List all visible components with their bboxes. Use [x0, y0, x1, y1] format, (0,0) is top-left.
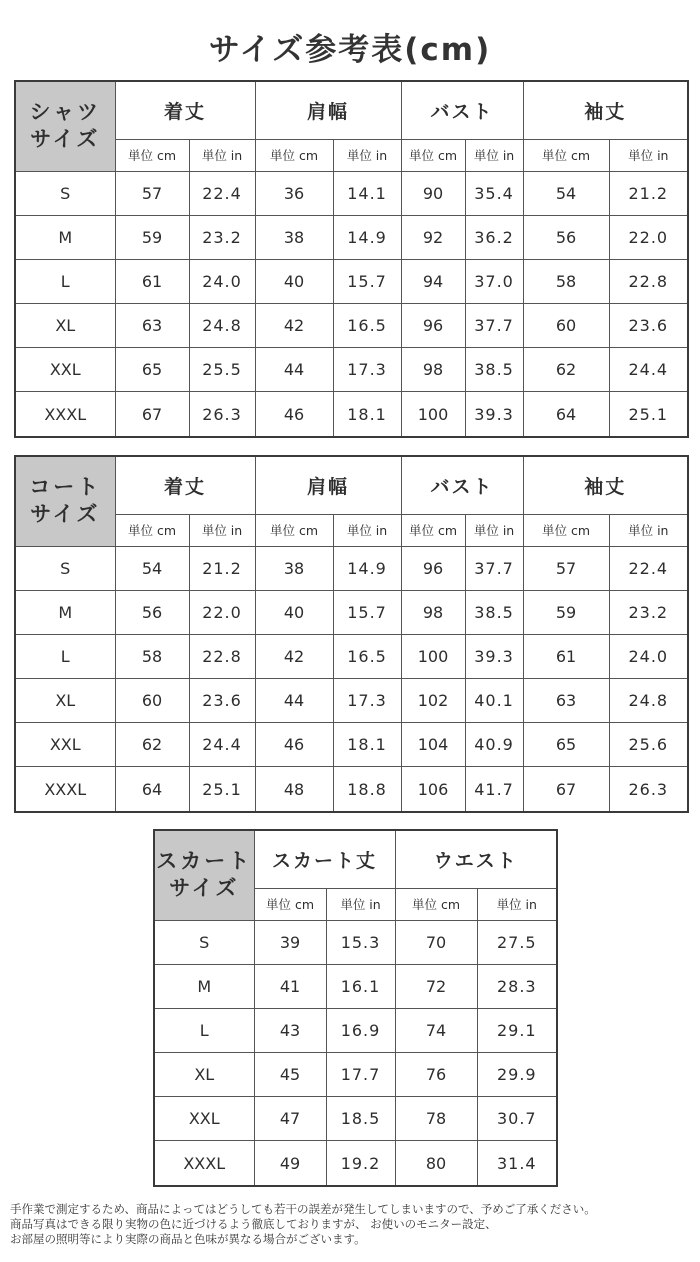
value-cell: 29.1 [477, 1008, 557, 1052]
value-cell: 60 [115, 678, 189, 722]
value-cell: 40 [255, 259, 333, 303]
unit-in-label: 単位 in [609, 139, 688, 171]
value-cell: 37.0 [465, 259, 523, 303]
value-cell: 46 [255, 392, 333, 437]
column-header: 着丈 [115, 456, 255, 514]
header-row [154, 830, 557, 888]
value-cell: 92 [401, 215, 465, 259]
value-cell: 18.5 [326, 1097, 395, 1141]
unit-cm-label: 単位 cm [254, 888, 326, 920]
table-row [154, 964, 557, 1008]
value-cell: 23.2 [609, 590, 688, 634]
size-label: XL [15, 303, 115, 347]
column-header: バスト [401, 456, 523, 514]
unit-cm-label: 単位 cm [401, 514, 465, 546]
unit-in-label: 単位 in [189, 514, 255, 546]
value-cell: 100 [401, 634, 465, 678]
size-label: XL [154, 1052, 254, 1096]
size-label: L [15, 634, 115, 678]
value-cell: 94 [401, 259, 465, 303]
unit-cm-label: 単位 cm [115, 139, 189, 171]
column-header: 袖丈 [523, 81, 688, 139]
value-cell: 29.9 [477, 1052, 557, 1096]
value-cell: 102 [401, 678, 465, 722]
value-cell: 22.8 [189, 634, 255, 678]
value-cell: 65 [523, 723, 609, 767]
unit-in-label: 単位 in [609, 514, 688, 546]
unit-in-label: 単位 in [333, 139, 401, 171]
value-cell: 22.4 [189, 171, 255, 215]
value-cell: 65 [115, 348, 189, 392]
value-cell: 36.2 [465, 215, 523, 259]
value-cell: 42 [255, 303, 333, 347]
unit-cm-label: 単位 cm [115, 514, 189, 546]
table-row [15, 767, 688, 812]
size-label: XXXL [154, 1141, 254, 1186]
table-row [15, 546, 688, 590]
column-header: 肩幅 [255, 81, 401, 139]
value-cell: 57 [115, 171, 189, 215]
value-cell: 41.7 [465, 767, 523, 812]
value-cell: 15.7 [333, 590, 401, 634]
value-cell: 24.0 [609, 634, 688, 678]
value-cell: 38 [255, 215, 333, 259]
value-cell: 15.3 [326, 920, 395, 964]
value-cell: 18.1 [333, 392, 401, 437]
value-cell: 17.3 [333, 678, 401, 722]
value-cell: 24.8 [609, 678, 688, 722]
value-cell: 57 [523, 546, 609, 590]
table-row [15, 348, 688, 392]
value-cell: 100 [401, 392, 465, 437]
value-cell: 22.8 [609, 259, 688, 303]
size-label: M [15, 590, 115, 634]
value-cell: 48 [255, 767, 333, 812]
value-cell: 72 [395, 964, 477, 1008]
table-row [15, 303, 688, 347]
unit-in-label: 単位 in [326, 888, 395, 920]
value-cell: 98 [401, 348, 465, 392]
value-cell: 64 [523, 392, 609, 437]
value-cell: 60 [523, 303, 609, 347]
table-row [15, 171, 688, 215]
table-row [154, 1097, 557, 1141]
value-cell: 61 [523, 634, 609, 678]
value-cell: 30.7 [477, 1097, 557, 1141]
table-row [15, 634, 688, 678]
value-cell: 80 [395, 1141, 477, 1186]
value-cell: 90 [401, 171, 465, 215]
footnote [10, 1202, 695, 1247]
size-label: XL [15, 678, 115, 722]
size-label: S [15, 171, 115, 215]
size-label: M [154, 964, 254, 1008]
value-cell: 22.4 [609, 546, 688, 590]
value-cell: 64 [115, 767, 189, 812]
value-cell: 67 [523, 767, 609, 812]
value-cell: 18.8 [333, 767, 401, 812]
unit-in-label: 単位 in [189, 139, 255, 171]
value-cell: 63 [115, 303, 189, 347]
value-cell: 26.3 [189, 392, 255, 437]
value-cell: 54 [115, 546, 189, 590]
table-row [154, 1052, 557, 1096]
value-cell: 17.7 [326, 1052, 395, 1096]
value-cell: 61 [115, 259, 189, 303]
unit-cm-label: 単位 cm [255, 139, 333, 171]
header-row [15, 456, 688, 514]
value-cell: 14.9 [333, 546, 401, 590]
value-cell: 39.3 [465, 392, 523, 437]
size-label: XXL [154, 1097, 254, 1141]
value-cell: 96 [401, 546, 465, 590]
corner-label: コート [29, 475, 102, 500]
unit-cm-label: 単位 cm [401, 139, 465, 171]
unit-in-label: 単位 in [465, 139, 523, 171]
unit-row [15, 139, 688, 171]
size-label: L [15, 259, 115, 303]
value-cell: 23.6 [609, 303, 688, 347]
value-cell: 19.2 [326, 1141, 395, 1186]
value-cell: 104 [401, 723, 465, 767]
table-row [15, 723, 688, 767]
value-cell: 76 [395, 1052, 477, 1096]
value-cell: 59 [523, 590, 609, 634]
column-header: スカート丈 [254, 830, 395, 888]
unit-cm-label: 単位 cm [395, 888, 477, 920]
value-cell: 98 [401, 590, 465, 634]
value-cell: 46 [255, 723, 333, 767]
table-row [15, 678, 688, 722]
unit-row [15, 514, 688, 546]
value-cell: 18.1 [333, 723, 401, 767]
corner-label: サイズ [30, 127, 101, 152]
value-cell: 41 [254, 964, 326, 1008]
value-cell: 35.4 [465, 171, 523, 215]
column-header: バスト [401, 81, 523, 139]
value-cell: 96 [401, 303, 465, 347]
value-cell: 23.2 [189, 215, 255, 259]
value-cell: 24.4 [189, 723, 255, 767]
table-row [154, 920, 557, 964]
value-cell: 38.5 [465, 590, 523, 634]
value-cell: 43 [254, 1008, 326, 1052]
value-cell: 27.5 [477, 920, 557, 964]
table-row [15, 215, 688, 259]
value-cell: 70 [395, 920, 477, 964]
unit-cm-label: 単位 cm [523, 139, 609, 171]
value-cell: 74 [395, 1008, 477, 1052]
value-cell: 63 [523, 678, 609, 722]
page-title: サイズ参考表(cm) [208, 32, 492, 68]
value-cell: 37.7 [465, 546, 523, 590]
size-label: XXXL [15, 767, 115, 812]
size-label: S [154, 920, 254, 964]
value-cell: 14.9 [333, 215, 401, 259]
column-header: 着丈 [115, 81, 255, 139]
shirt-size-table [14, 80, 689, 438]
value-cell: 62 [115, 723, 189, 767]
value-cell: 40.9 [465, 723, 523, 767]
value-cell: 44 [255, 678, 333, 722]
coat-size-table [14, 455, 689, 813]
value-cell: 40 [255, 590, 333, 634]
column-header: 袖丈 [523, 456, 688, 514]
value-cell: 28.3 [477, 964, 557, 1008]
value-cell: 39.3 [465, 634, 523, 678]
skirt-size-table [153, 829, 558, 1187]
value-cell: 22.0 [189, 590, 255, 634]
unit-cm-label: 単位 cm [523, 514, 609, 546]
value-cell: 47 [254, 1097, 326, 1141]
unit-in-label: 単位 in [477, 888, 557, 920]
corner-cell [15, 81, 115, 171]
value-cell: 25.6 [609, 723, 688, 767]
corner-label: シャツ [29, 100, 102, 125]
value-cell: 58 [115, 634, 189, 678]
value-cell: 17.3 [333, 348, 401, 392]
footnote-line: お部屋の照明等により実際の商品と色味が異なる場合がございます。 [10, 1232, 366, 1246]
size-label: L [154, 1008, 254, 1052]
value-cell: 56 [523, 215, 609, 259]
value-cell: 22.0 [609, 215, 688, 259]
value-cell: 39 [254, 920, 326, 964]
footnote-line: 商品写真はできる限り実物の色に近づけるよう徹底しておりますが、 お使いのモニター設定、 [10, 1217, 497, 1231]
value-cell: 67 [115, 392, 189, 437]
value-cell: 25.1 [189, 767, 255, 812]
value-cell: 42 [255, 634, 333, 678]
value-cell: 16.1 [326, 964, 395, 1008]
unit-cm-label: 単位 cm [255, 514, 333, 546]
value-cell: 45 [254, 1052, 326, 1096]
value-cell: 21.2 [609, 171, 688, 215]
value-cell: 40.1 [465, 678, 523, 722]
corner-cell [154, 830, 254, 920]
size-label: XXL [15, 723, 115, 767]
value-cell: 25.5 [189, 348, 255, 392]
corner-cell [15, 456, 115, 546]
value-cell: 24.0 [189, 259, 255, 303]
size-label: XXL [15, 348, 115, 392]
value-cell: 62 [523, 348, 609, 392]
footnote-line: 手作業で測定するため、商品によってはどうしても若干の誤差が発生してしまいますので、予めご了承ください。 [10, 1202, 596, 1216]
value-cell: 56 [115, 590, 189, 634]
corner-label: スカート [156, 849, 253, 874]
column-header: 肩幅 [255, 456, 401, 514]
size-label: S [15, 546, 115, 590]
value-cell: 31.4 [477, 1141, 557, 1186]
table-row [154, 1008, 557, 1052]
table-row [15, 590, 688, 634]
value-cell: 44 [255, 348, 333, 392]
corner-label: サイズ [169, 876, 240, 901]
header-row [15, 81, 688, 139]
value-cell: 106 [401, 767, 465, 812]
corner-label: サイズ [30, 502, 101, 527]
value-cell: 24.8 [189, 303, 255, 347]
value-cell: 15.7 [333, 259, 401, 303]
value-cell: 78 [395, 1097, 477, 1141]
value-cell: 54 [523, 171, 609, 215]
value-cell: 58 [523, 259, 609, 303]
value-cell: 23.6 [189, 678, 255, 722]
size-label: M [15, 215, 115, 259]
value-cell: 16.5 [333, 634, 401, 678]
value-cell: 25.1 [609, 392, 688, 437]
size-label: XXXL [15, 392, 115, 437]
table-row [15, 392, 688, 437]
unit-in-label: 単位 in [333, 514, 401, 546]
value-cell: 21.2 [189, 546, 255, 590]
column-header: ウエスト [395, 830, 557, 888]
value-cell: 59 [115, 215, 189, 259]
table-row [154, 1141, 557, 1186]
value-cell: 24.4 [609, 348, 688, 392]
value-cell: 36 [255, 171, 333, 215]
value-cell: 38.5 [465, 348, 523, 392]
value-cell: 49 [254, 1141, 326, 1186]
value-cell: 26.3 [609, 767, 688, 812]
value-cell: 37.7 [465, 303, 523, 347]
unit-in-label: 単位 in [465, 514, 523, 546]
value-cell: 38 [255, 546, 333, 590]
value-cell: 14.1 [333, 171, 401, 215]
value-cell: 16.5 [333, 303, 401, 347]
value-cell: 16.9 [326, 1008, 395, 1052]
table-row [15, 259, 688, 303]
